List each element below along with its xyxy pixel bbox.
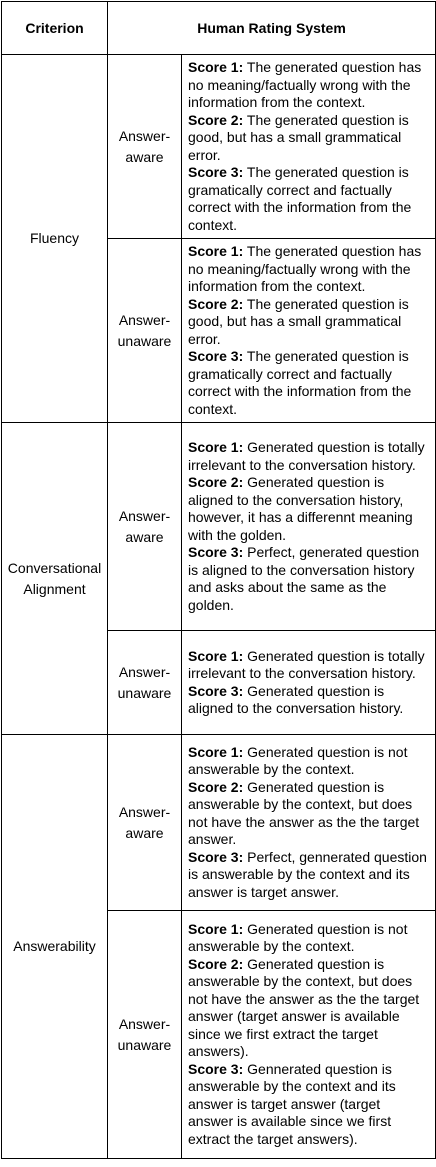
mode-label: Answer- aware xyxy=(118,803,171,841)
mode-cell xyxy=(108,911,182,1159)
score-text: The generated question is good, but has a small grammatical error. xyxy=(188,295,409,347)
rating-system-header: Human Rating System xyxy=(108,2,436,55)
score-entry xyxy=(188,849,429,902)
score-label: Score 2: xyxy=(188,295,244,312)
score-description-cell xyxy=(182,55,436,239)
mode-label: Answer- unaware xyxy=(117,1015,172,1053)
score-text: Generated question is answerable by the context, but does not have the answer as the the target answer (target answer is available since we first extract the target answers). xyxy=(188,955,420,1060)
score-label: Score 1: xyxy=(188,243,244,259)
score-label: Score 3: xyxy=(188,544,244,560)
score-text: The generated question is gramatically correct and factually correct with the information from the context. xyxy=(188,164,412,233)
score-entry xyxy=(188,744,429,779)
score-label: Score 3: xyxy=(188,1060,244,1077)
score-label: Score 3: xyxy=(188,348,244,364)
score-label: Score 3: xyxy=(188,164,244,180)
score-label: Score 2: xyxy=(188,778,244,795)
mode-label: Answer- unaware xyxy=(117,663,172,701)
table-row xyxy=(2,735,436,911)
score-text: Generated question is aligned to the conversation history, however, it has a differennt meaning with the golden. xyxy=(188,474,413,543)
mode-cell xyxy=(108,239,182,423)
score-text: Generated question is answerable by the context, but does not have the answer as the the target answer. xyxy=(188,778,420,848)
score-text: The generated question is good, but has a small grammatical error. xyxy=(188,111,409,163)
table-row xyxy=(2,55,436,239)
score-entry xyxy=(188,779,429,849)
score-label: Score 1: xyxy=(188,59,244,75)
score-entry xyxy=(188,164,429,234)
score-text: Perfect, gennerated question is answerable by the context and its answer is target answer. xyxy=(188,848,427,900)
score-text: Generated question is not answerable by the context. xyxy=(188,920,408,955)
score-description-cell xyxy=(182,423,436,631)
score-label: Score 3: xyxy=(188,682,244,699)
criterion-name: Answerability xyxy=(13,938,96,954)
score-entry xyxy=(188,439,429,474)
score-entry xyxy=(188,683,429,718)
score-text: Perfect, generated question is aligned to the conversation history and asks about the same as the golden. xyxy=(188,544,420,613)
score-entry xyxy=(188,1061,429,1149)
table-body xyxy=(2,55,436,1159)
score-text: The generated question has no meaning/factually wrong with the information from the context. xyxy=(188,243,422,294)
score-entry xyxy=(188,243,429,296)
mode-cell xyxy=(108,735,182,911)
header-row xyxy=(2,2,436,55)
score-text: Generated question is totally irrelevant to the conversation history. xyxy=(188,439,425,473)
score-entry xyxy=(188,296,429,349)
score-label: Score 2: xyxy=(188,474,244,490)
mode-cell xyxy=(108,423,182,631)
score-label: Score 1: xyxy=(188,439,244,455)
score-entry xyxy=(188,59,429,112)
score-entry xyxy=(188,544,429,614)
score-entry xyxy=(188,956,429,1061)
score-entry xyxy=(188,348,429,418)
score-label: Score 2: xyxy=(188,111,244,128)
score-text: The generated question has no meaning/factually wrong with the information from the context. xyxy=(188,59,422,110)
score-label: Score 1: xyxy=(188,743,244,760)
score-entry xyxy=(188,648,429,683)
criterion-cell xyxy=(2,423,108,735)
score-description-cell xyxy=(182,911,436,1159)
mode-label: Answer- unaware xyxy=(117,311,172,349)
criterion-name: Fluency xyxy=(29,230,80,246)
score-text: Generated question is not answerable by the context. xyxy=(188,743,408,778)
criterion-cell xyxy=(2,735,108,1159)
score-description-cell xyxy=(182,239,436,423)
score-text: Gennerated question is answerable by the context and its answer is target answer (target answer is available since we first extract the target answers). xyxy=(188,1060,396,1147)
score-description-cell xyxy=(182,631,436,735)
score-label: Score 1: xyxy=(188,920,244,937)
rating-table xyxy=(1,1,436,1159)
score-text: Generated question is totally irrelevant to the conversation history. xyxy=(188,647,425,681)
score-text: Generated question is aligned to the conversation history. xyxy=(188,682,404,716)
score-entry xyxy=(188,921,429,956)
score-label: Score 2: xyxy=(188,955,244,972)
score-text: The generated question is gramatically correct and factually correct with the information from the context. xyxy=(188,348,412,417)
criterion-name: Conversational Alignment xyxy=(7,559,102,597)
score-label: Score 1: xyxy=(188,647,244,664)
criterion-cell xyxy=(2,55,108,423)
mode-label: Answer- aware xyxy=(118,507,171,545)
score-entry xyxy=(188,474,429,544)
criterion-header: Criterion xyxy=(2,2,108,55)
score-label: Score 3: xyxy=(188,848,244,865)
mode-cell xyxy=(108,55,182,239)
score-entry xyxy=(188,112,429,165)
score-description-cell xyxy=(182,735,436,911)
mode-cell xyxy=(108,631,182,735)
table-row xyxy=(2,423,436,631)
mode-label: Answer- aware xyxy=(118,127,171,165)
